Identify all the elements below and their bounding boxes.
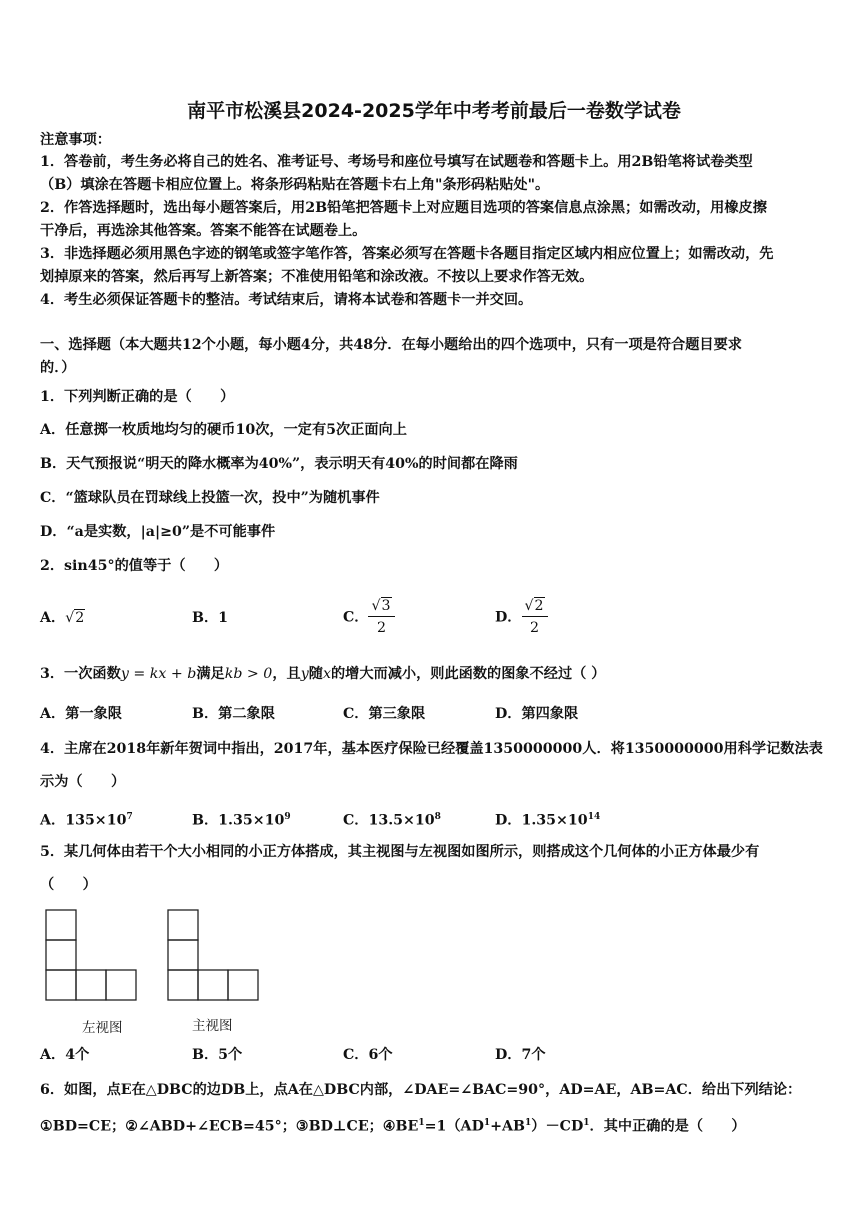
front-view-caption: 主视图 [192,1018,233,1034]
q2-stem: 2．sin45°的值等于（ ） [40,558,229,574]
notice-line: 干净后，再选涂其他答案。答案不能答在试题卷上。 [40,223,367,239]
q3-option-b: B．第二象限 [192,706,275,722]
section-heading: 一、选择题（本大题共12个小题，每小题4分，共48分．在每小题给出的四个选项中，只有一项是符合题目要求 [40,337,742,353]
cube-face [198,970,228,1000]
cube-face [228,970,258,1000]
cube-face [168,940,198,970]
q5-stem: 5．某几何体由若干个大小相同的小正方体搭成，其主视图与左视图如图所示，则搭成这个几何体的小正方体最少有 [40,844,760,860]
notice-line: 1．答卷前，考生务必将自己的姓名、准考证号、考场号和座位号填写在试题卷和答题卡上。用2B铅笔将试卷类型 [40,154,753,170]
q5-option-c: C．6个 [343,1047,393,1063]
q4-option-c: C．$13.5\times 10^8$ [343,812,441,829]
q6-stem: 6．如图，点E在△DBC的边DB上，点A在△DBC内部，∠DAE=∠BAC=90°，AD=AE，AB=AC．给出下列结论： [40,1082,802,1098]
q3-option-a: A．第一象限 [40,706,122,722]
front-view-figure [166,908,266,1004]
q4-option-a: A．$135\times 10^7$ [40,812,133,829]
q4-option-d: D．$1.35\times 10^{14}$ [495,812,601,829]
q2-option-d: D． $\frac{√2}{2}$ [495,596,548,639]
q4-stem: 4．主席在2018年新年贺词中指出，2017年，基本医疗保险已经覆盖1350000000人．将1350000000用科学记数法表 [40,741,823,757]
notice-line: 3．非选择题必须用黑色字迹的钢笔或签字笔作答，答案必须写在答题卡各题目指定区域内相应位置上；如需改动，先 [40,246,774,262]
page-title: 南平市松溪县2024-2025学年中考考前最后一卷数学试卷 [187,100,681,122]
q2-option-c: C． $\frac{√3}{2}$ [343,596,395,639]
q2-option-b: B．1 [192,610,229,626]
notice-heading: 注意事项： [40,132,111,148]
q1-option-b: B．天气预报说“明天的降水概率为40%”，表示明天有40%的时间都在降雨 [40,456,518,472]
left-view-figure [44,908,144,1004]
q5-stem-cont: （ ） [40,877,97,893]
notice-line: 划掉原来的答案，然后再写上新答案；不准使用铅笔和涂改液。不按以上要求作答无效。 [40,269,594,285]
q4-stem-cont: 示为（ ） [40,774,126,790]
q5-option-a: A．4个 [40,1047,90,1063]
q3-option-c: C．第三象限 [343,706,426,722]
notice-line: 4．考生必须保证答题卡的整洁。考试结束后，请将本试卷和答题卡一并交回。 [40,292,533,308]
cube-face [168,970,198,1000]
notice-line: （B）填涂在答题卡相应位置上。将条形码粘贴在答题卡右上角"条形码粘贴处"。 [40,177,550,193]
q5-option-b: B．5个 [192,1047,243,1063]
q5-option-d: D．7个 [495,1047,546,1063]
notice-line: 2．作答选择题时，选出每小题答案后，用2B铅笔把答题卡上对应题目选项的答案信息点涂黑；如需改动，用橡皮擦 [40,200,767,216]
left-view-caption: 左视图 [82,1020,123,1036]
q2-option-a: A．√2 [40,610,85,626]
q1-option-c: C．“篮球队员在罚球线上投篮一次，投中”为随机事件 [40,490,380,506]
q1-stem: 1．下列判断正确的是（ ） [40,389,235,405]
cube-face [76,970,106,1000]
section-heading-cont: 的．） [40,360,76,376]
q1-option-a: A．任意掷一枚质地均匀的硬币10次，一定有5次正面向上 [40,422,407,438]
cube-face [168,910,198,940]
cube-face [106,970,136,1000]
q4-option-b: B．$1.35\times 10^9$ [192,812,291,829]
cube-face [46,940,76,970]
q3-option-d: D．第四象限 [495,706,579,722]
q1-option-d: D．“a是实数，|a|≥0”是不可能事件 [40,524,276,540]
q3-stem: 3．一次函数y = kx + b满足kb > 0，且y随x的增大而减小，则此函数的图象不经过（ ） [40,666,606,682]
cube-face [46,910,76,940]
q6-conclusions: ①BD=CE；②∠ABD+∠ECB=45°；③BD⊥CE；$④BE^1=1(AD^1+AB^1)-CD^1$．其中正确的是（ ） [40,1118,746,1135]
cube-face [46,970,76,1000]
